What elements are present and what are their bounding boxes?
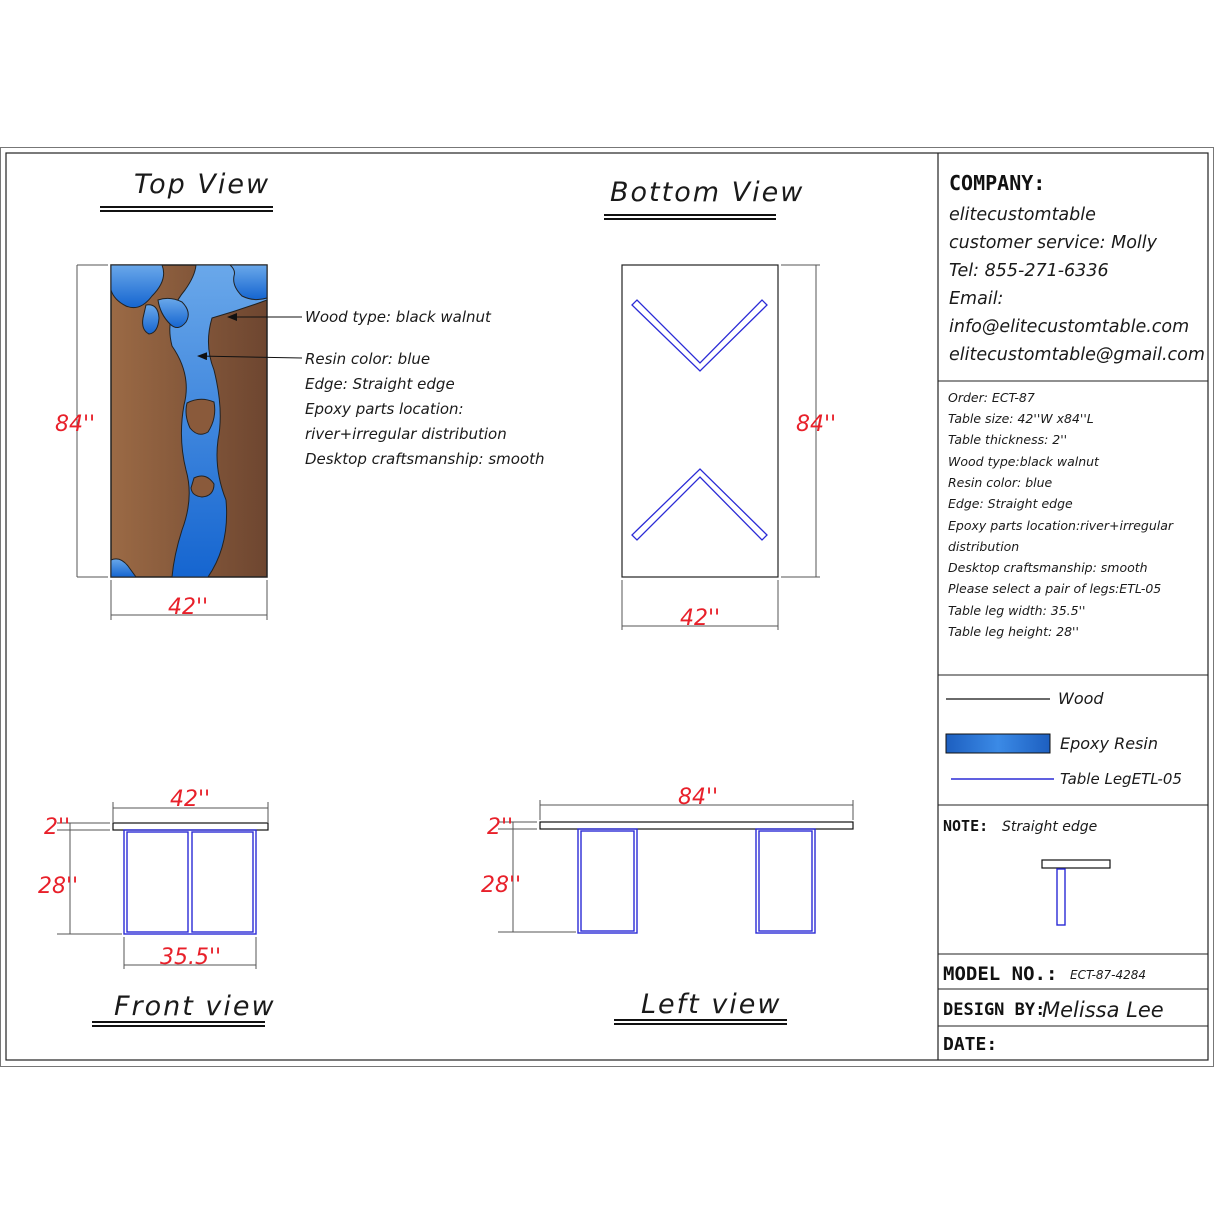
bottom-view-title: Bottom View <box>610 177 805 208</box>
order-line: Please select a pair of legs:ETL-05 <box>948 581 1162 596</box>
order-line: Epoxy parts location:river+irregular <box>948 518 1174 533</box>
order-line: Table thickness: 2'' <box>948 432 1068 447</box>
company-email-1: info@elitecustomtable.com <box>949 317 1190 337</box>
left-view-tabletop <box>540 822 853 829</box>
company-email-label: Email: <box>949 289 1004 309</box>
legend-resin-label: Epoxy Resin <box>1060 734 1158 753</box>
company-name: elitecustomtable <box>949 205 1096 225</box>
left-view-title: Left view <box>641 989 782 1020</box>
company-heading: COMPANY: <box>949 171 1046 195</box>
order-line: distribution <box>948 539 1020 554</box>
legend-leg-label: Table LegETL-05 <box>1060 770 1182 788</box>
model-value: ECT-87-4284 <box>1070 968 1147 982</box>
left-height-dim: 28'' <box>481 873 522 898</box>
top-width-dim: 42'' <box>168 595 209 620</box>
note-edge-top <box>1042 860 1110 868</box>
note-text: Straight edge <box>1002 819 1098 835</box>
order-specs <box>948 390 1174 639</box>
top-length-dim: 84'' <box>55 412 96 437</box>
front-height-dim: 28'' <box>38 874 79 899</box>
top-view-tabletop <box>111 265 267 577</box>
company-service: customer service: Molly <box>949 233 1158 253</box>
annot-resin: Resin color: blue <box>305 350 431 368</box>
front-leg-width-dim: 35.5'' <box>160 945 222 970</box>
order-line: Resin color: blue <box>948 475 1053 490</box>
date-label: DATE: <box>943 1034 998 1055</box>
model-label: MODEL NO.: <box>943 963 1058 985</box>
left-thickness-dim: 2'' <box>487 815 514 840</box>
top-view-title: Top View <box>134 169 271 200</box>
note-edge-leg <box>1057 869 1065 925</box>
order-line: Table size: 42''W x84''L <box>948 411 1094 426</box>
annot-edge: Edge: Straight edge <box>305 375 455 393</box>
legend-resin-swatch <box>946 734 1050 753</box>
annot-epoxy-2: river+irregular distribution <box>305 425 507 443</box>
front-view-title: Front view <box>114 991 276 1022</box>
bottom-view-tabletop <box>622 265 778 577</box>
note-label: NOTE: <box>943 817 989 835</box>
order-line: Edge: Straight edge <box>948 496 1073 511</box>
company-email-2: elitecustomtable@gmail.com <box>949 345 1205 365</box>
legend-wood-label: Wood <box>1058 689 1104 708</box>
annot-epoxy-1: Epoxy parts location: <box>305 400 464 418</box>
order-line: Wood type:black walnut <box>948 454 1099 469</box>
front-view-tabletop <box>113 823 268 830</box>
front-thickness-dim: 2'' <box>44 815 71 840</box>
bottom-length-dim: 84'' <box>796 412 837 437</box>
front-width-dim: 42'' <box>170 787 211 812</box>
annot-craft: Desktop craftsmanship: smooth <box>305 450 545 468</box>
order-line: Desktop craftsmanship: smooth <box>948 560 1148 575</box>
design-value: Melissa Lee <box>1042 998 1164 1022</box>
front-view-legs <box>124 830 256 934</box>
company-tel: Tel: 855-271-6336 <box>949 261 1109 281</box>
annot-wood: Wood type: black walnut <box>305 308 491 326</box>
order-line: Table leg width: 35.5'' <box>948 603 1086 618</box>
design-label: DESIGN BY: <box>943 1000 1046 1020</box>
left-length-dim: 84'' <box>678 785 719 810</box>
order-line: Order: ECT-87 <box>948 390 1035 405</box>
order-line: Table leg height: 28'' <box>948 624 1079 639</box>
left-view-legs <box>578 829 815 933</box>
bottom-width-dim: 42'' <box>680 606 721 631</box>
